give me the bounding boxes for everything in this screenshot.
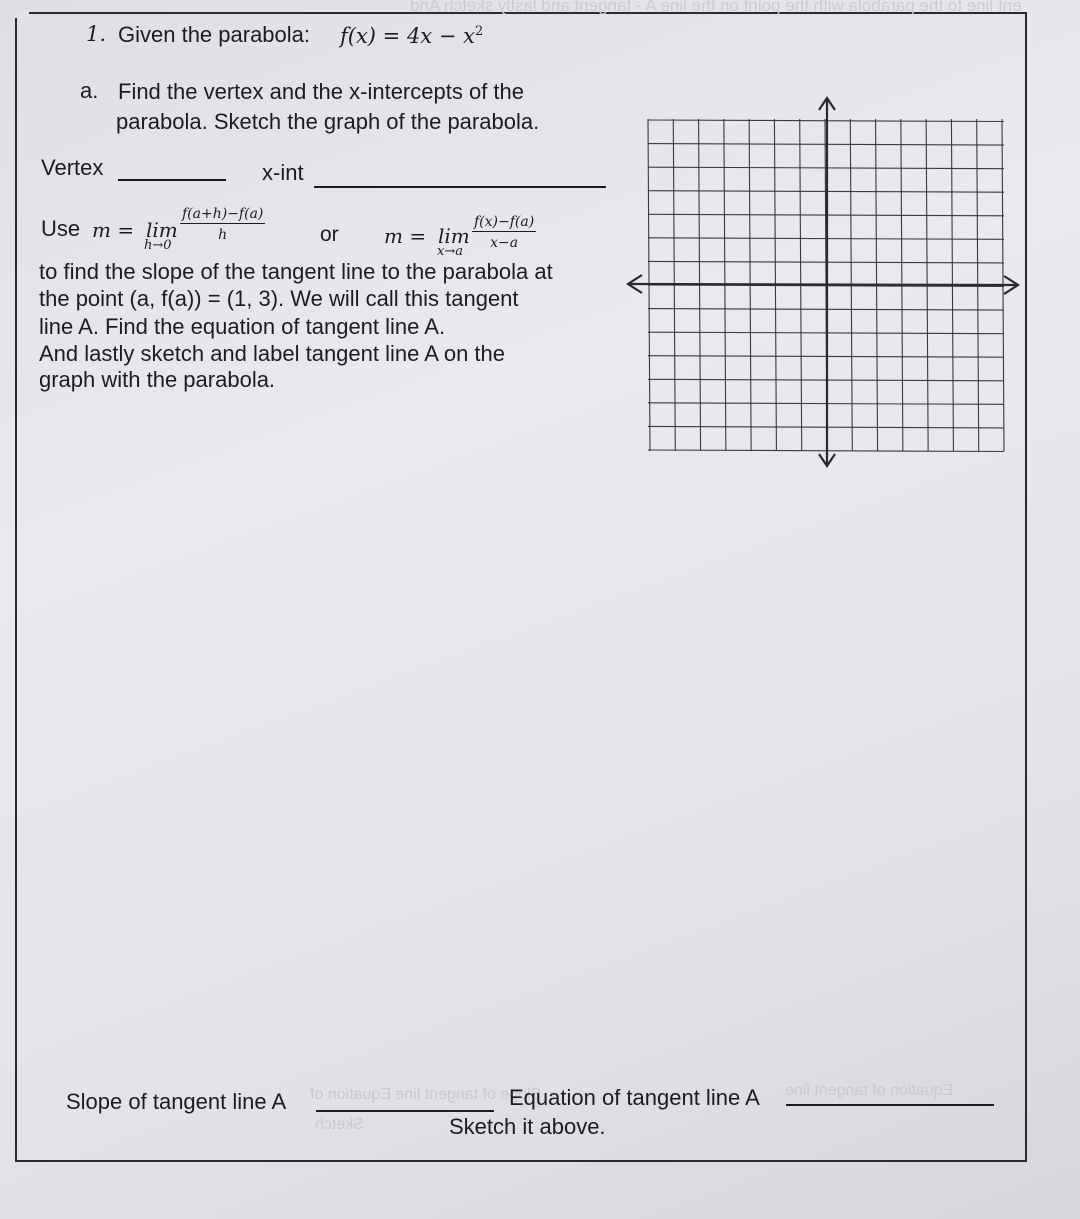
instruction-line-4: And lastly sketch and label tangent line A on the — [39, 341, 505, 366]
lim-1-subscript: h→0 — [144, 238, 172, 253]
part-a-line2: parabola. Sketch the graph of the parabola. — [116, 109, 540, 134]
vertex-label: Vertex — [41, 155, 104, 180]
instruction-line-1: to find the slope of the tangent line to the parabola at — [39, 259, 553, 284]
function-definition: $f(x) = 4x - x^2$ — [340, 24, 484, 48]
m-equals-1: m = — [92, 218, 135, 242]
part-a-letter: a. — [80, 78, 99, 103]
equation-answer-blank[interactable] — [786, 1104, 994, 1106]
problem-intro: Given the parabola: — [118, 22, 311, 47]
instruction-line-3: line A. Find the equation of tangent line A. — [39, 314, 446, 339]
vertex-answer-blank[interactable] — [118, 179, 226, 181]
or-label: or — [320, 223, 339, 246]
slope-answer-blank[interactable] — [316, 1110, 494, 1112]
part-a-line1: Find the vertex and the x-intercepts of the — [118, 79, 525, 104]
x-axis — [628, 275, 1018, 294]
problem-number: 1. — [86, 22, 107, 46]
bleed-through-bottom-1: Slope of tangent line Equation of — [310, 1086, 542, 1103]
slope-label: Slope of tangent line A — [66, 1089, 287, 1114]
equation-label: Equation of tangent line A — [509, 1085, 760, 1110]
instruction-line-5: graph with the parabola. — [39, 367, 276, 392]
coordinate-grid[interactable] — [620, 92, 1030, 474]
bleed-through-bottom-2: Equation of tangent line — [785, 1082, 954, 1099]
instruction-line-2: the point (a, f(a)) = (1, 3). We will call this tangent — [39, 286, 519, 311]
m-equals-2: m = — [384, 224, 427, 248]
y-axis — [819, 98, 835, 466]
difference-quotient-1: $\frac{f(a+h)-f(a)}{h}$ — [182, 206, 264, 243]
xint-answer-blank[interactable] — [314, 186, 606, 188]
difference-quotient-2: $\frac{f(x)-f(a)}{x-a}$ — [474, 214, 535, 251]
lim-1: lim — [146, 218, 178, 242]
xint-label: x-int — [262, 160, 304, 185]
lim-2-subscript: x→a — [437, 244, 463, 259]
lim-2: lim — [438, 224, 470, 248]
bleed-through-bottom-3: Sketch — [315, 1116, 364, 1133]
border-gap — [15, 10, 29, 18]
bleed-through-top: ent line to the parabola with the point on the line A - tangent and lastly sketch And — [410, 0, 1022, 15]
use-label: Use — [41, 216, 81, 241]
sketch-note: Sketch it above. — [449, 1114, 606, 1139]
